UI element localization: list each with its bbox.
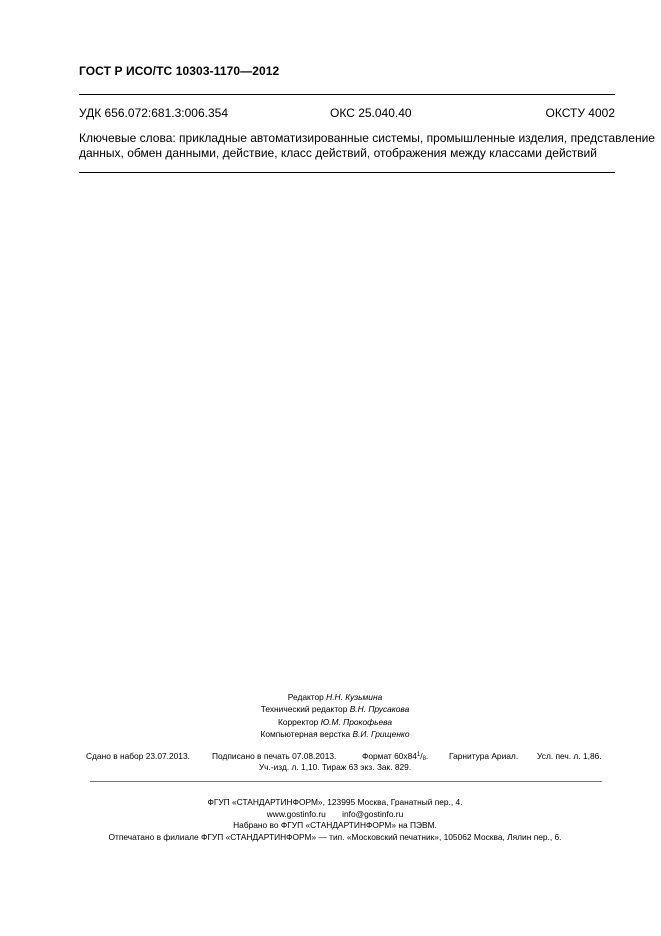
sent-to-typesetting: Сдано в набор 23.07.2013. — [86, 751, 190, 761]
classification-row — [79, 106, 615, 122]
top-rule — [79, 94, 615, 95]
printed-sheets: Усл. печ. л. 1,86. — [537, 751, 602, 761]
publisher-website: www.gostinfo.ru — [266, 808, 326, 819]
udk-code: УДК 656.072:681.3:006.354 — [79, 106, 228, 120]
credit-layout — [200, 728, 470, 740]
credit-proofreader — [200, 716, 470, 728]
credit-person: В.И. Грищенко — [352, 728, 410, 739]
format-numerator: 1 — [416, 752, 421, 758]
publisher-email: info@gostinfo.ru — [342, 808, 404, 819]
signed-for-print: Подписано в печать 07.08.2013. — [212, 751, 337, 761]
credit-technical-editor — [200, 703, 470, 715]
publisher-printed: Отпечатано в филиале ФГУП «СТАНДАРТИНФОРМ» — тип. «Московский печатник», 105062 Москва, Лялин пер., 6. — [108, 831, 562, 842]
publisher-typeset: Набрано во ФГУП «СТАНДАРТИНФОРМ» на ПЭВМ. — [233, 820, 437, 831]
format-slash: / — [420, 751, 423, 761]
credit-role: Редактор — [287, 692, 324, 702]
okstu-code: ОКСТУ 4002 — [545, 106, 615, 120]
keywords-line-1: Ключевые слова: прикладные автоматизированные системы, промышленные изделия, представление — [79, 131, 655, 145]
oks-code: ОКС 25.040.40 — [330, 106, 412, 120]
format-denominator: 8 — [422, 756, 426, 762]
document-code: ГОСТ Р ИСО/ТС 10303-1170—2012 — [79, 64, 280, 78]
credit-role: Компьютерная верстка — [260, 728, 351, 739]
credit-role: Технический редактор — [260, 704, 348, 715]
publisher-address: ФГУП «СТАНДАРТИНФОРМ», 123995 Москва, Гранатный пер., 4. — [207, 797, 463, 807]
keywords-block — [79, 131, 655, 161]
print-format — [362, 751, 428, 762]
print-run-line: Уч.-изд. л. 1,10. Тираж 63 экз. Зак. 829. — [258, 762, 412, 772]
credit-role: Корректор — [277, 716, 319, 727]
keywords-rule — [79, 172, 615, 173]
keywords-line-2: данных, обмен данными, действие, класс действий, отображения между классами действий — [79, 146, 597, 160]
credit-person: В.Н. Прусакова — [349, 704, 410, 715]
credit-editor — [200, 691, 470, 703]
publisher-contacts — [60, 809, 610, 821]
credit-person: Н.Н. Кузьмина — [326, 692, 383, 702]
publisher-block — [60, 797, 610, 843]
format-label: Формат 60х84 — [362, 751, 417, 761]
format-dot: . — [425, 751, 429, 761]
credit-person: Ю.М. Прокофьева — [320, 716, 393, 727]
imprint-rule — [90, 781, 602, 782]
typeface: Гарнитура Ариал. — [449, 751, 519, 761]
credits-block — [200, 691, 470, 740]
